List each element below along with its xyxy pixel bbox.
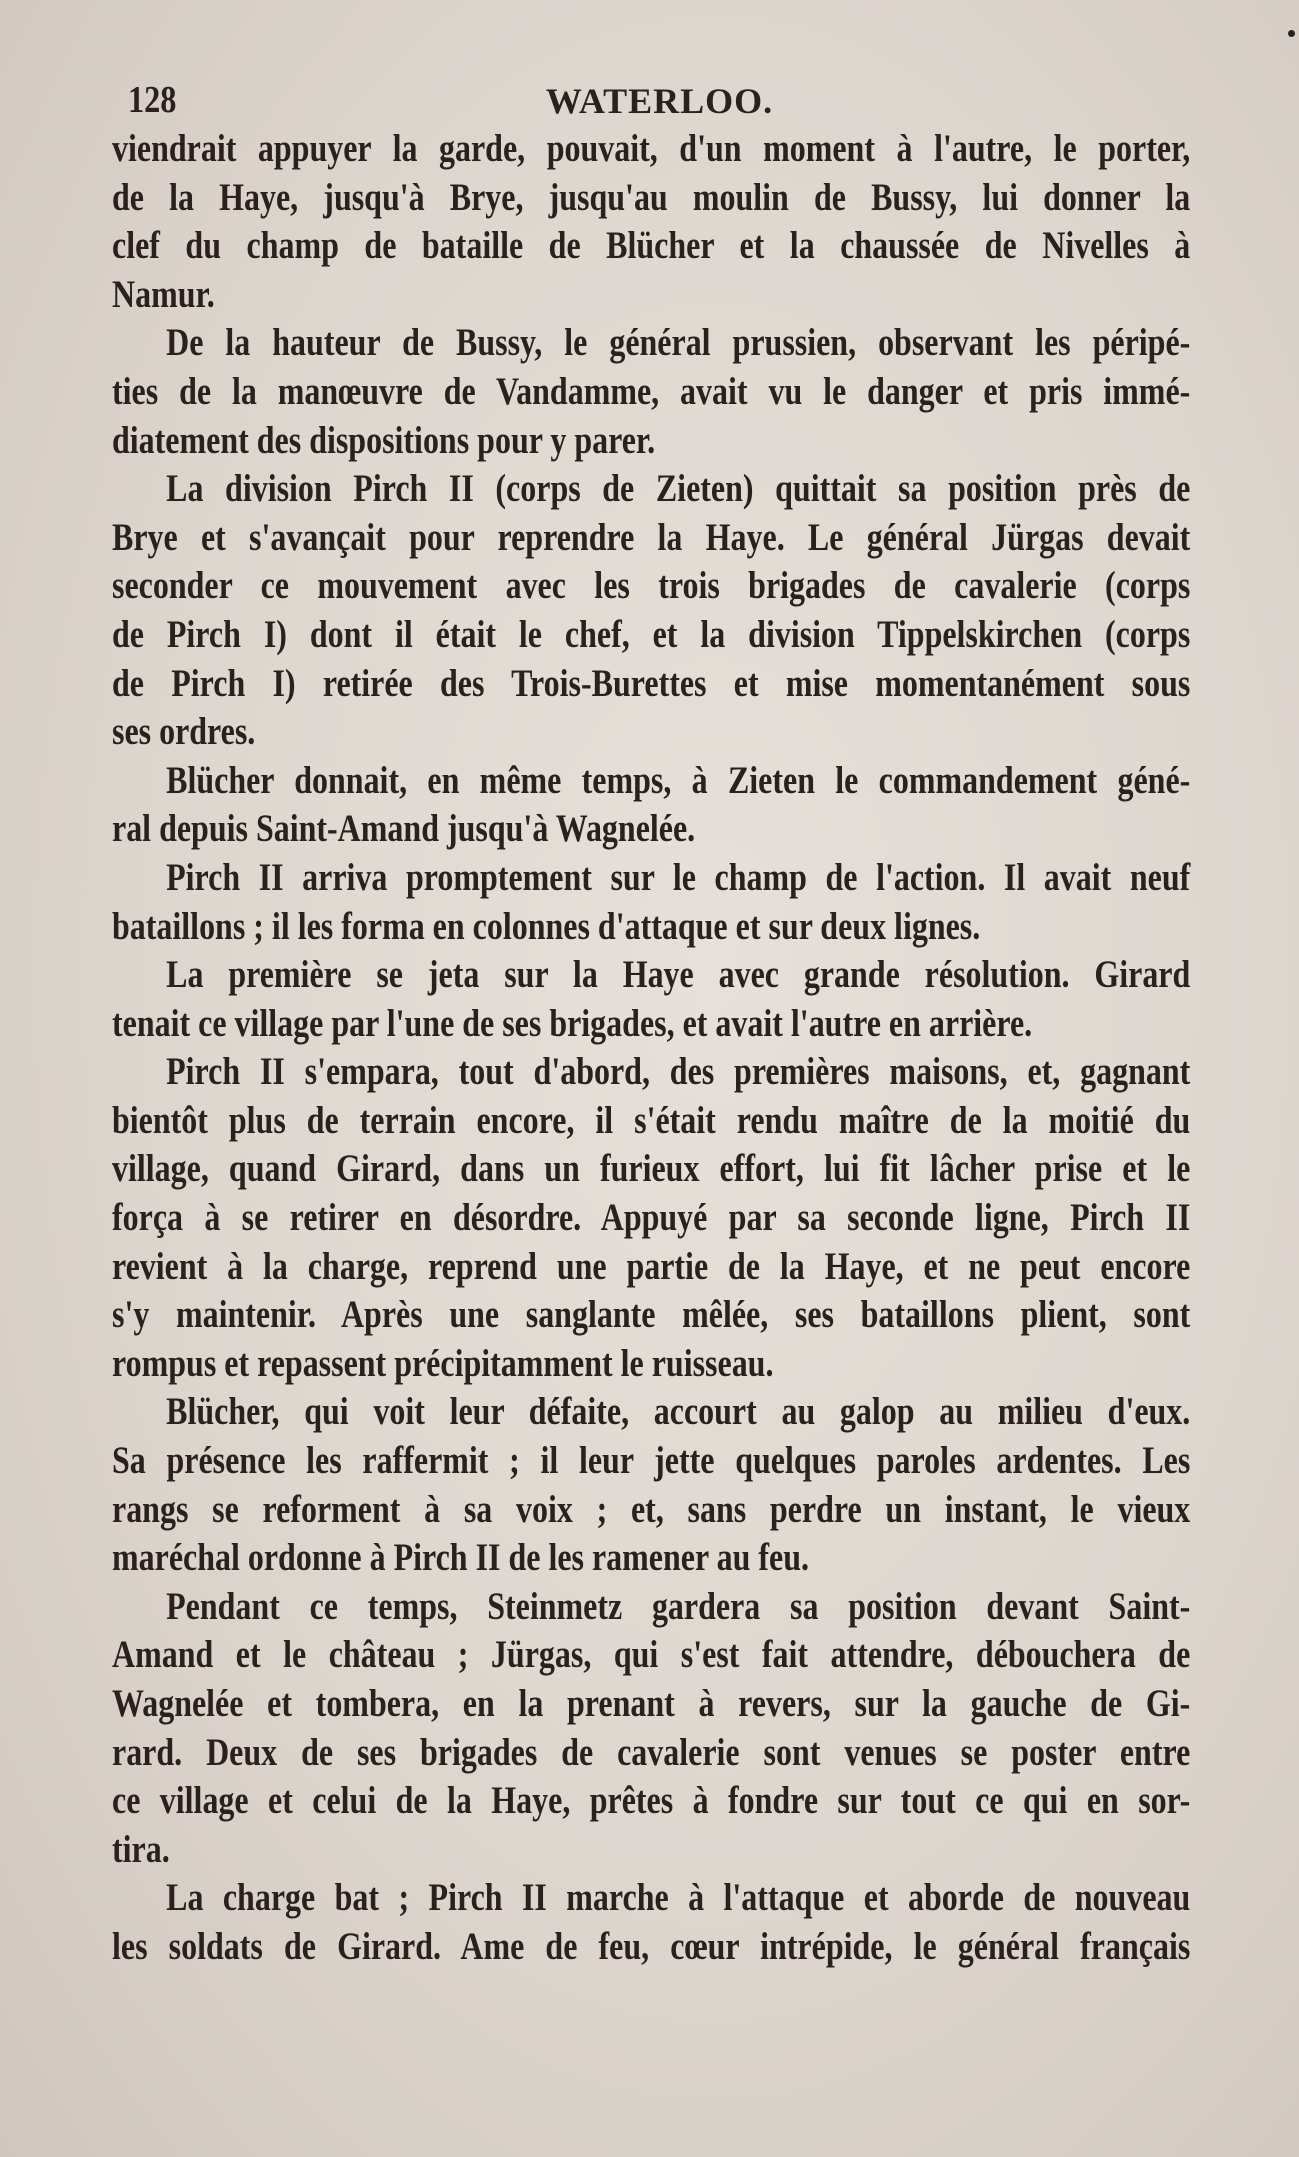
text-line: Amand et le château ; Jürgas, qui s'est fait attendre, débouchera de [112, 1633, 1191, 1677]
scan-speck [1288, 30, 1295, 37]
text-line: Brye et s'avançait pour reprendre la Haye. Le général Jürgas devait [112, 515, 1191, 559]
text-line: Blücher, qui voit leur défaite, accourt au galop au milieu d'eux. [166, 1390, 1191, 1434]
text-line: Pirch II arriva promptement sur le champ de l'action. Il avait neuf [166, 855, 1191, 899]
paragraph [112, 757, 1190, 854]
text-line: seconder ce mouvement avec les trois brigades de cavalerie (corps [112, 564, 1191, 608]
paragraph [112, 465, 1190, 757]
text-line: bientôt plus de terrain encore, il s'était rendu maître de la moitié du [112, 1098, 1191, 1142]
text-line: Blücher donnait, en même temps, à Zieten le commandement géné- [166, 758, 1191, 802]
text-line: les soldats de Girard. Ame de feu, cœur intrépide, le général français [112, 1924, 1191, 1968]
paragraph [112, 1048, 1190, 1388]
text-line: rompus et repassent précipitamment le ruisseau. [112, 1341, 774, 1385]
paragraph [112, 854, 1190, 951]
text-line: Sa présence les raffermit ; il leur jette quelques paroles ardentes. Les [112, 1439, 1191, 1483]
paragraph [112, 1583, 1190, 1875]
text-line: La première se jeta sur la Haye avec grande résolution. Girard [166, 953, 1191, 997]
text-line: Wagnelée et tombera, en la prenant à revers, sur la gauche de Gi- [112, 1682, 1191, 1725]
text-line: ce village et celui de la Haye, prêtes à fondre sur tout ce qui en sor- [112, 1779, 1191, 1823]
text-line: rard. Deux de ses brigades de cavalerie sont venues se poster entre [112, 1730, 1191, 1774]
text-line: De la hauteur de Bussy, le général prussien, observant les péripé- [166, 321, 1191, 365]
text-line: rangs se reforment à sa voix ; et, sans perdre un instant, le vieux [112, 1487, 1191, 1531]
paragraph [112, 125, 1190, 319]
text-line: ral depuis Saint-Amand jusqu'à Wagnelée. [112, 807, 696, 851]
text-line: de la Haye, jusqu'à Brye, jusqu'au moulin de Bussy, lui donner la [112, 175, 1191, 219]
page-number: 128 [128, 79, 177, 121]
text-line: tenait ce village par l'une de ses brigades, et avait l'autre en arrière. [112, 1001, 1033, 1045]
text-line: La charge bat ; Pirch II marche à l'attaque et aborde de nouveau [166, 1876, 1191, 1920]
text-line: força à se retirer en désordre. Appuyé par sa seconde ligne, Pirch II [112, 1196, 1191, 1240]
running-title: WATERLOO. [545, 81, 774, 121]
text-line: diatement des dispositions pour y parer. [112, 418, 656, 462]
text-line: clef du champ de bataille de Blücher et la chaussée de Nivelles à [112, 224, 1191, 268]
text-line: viendrait appuyer la garde, pouvait, d'un moment à l'autre, le porter, [112, 127, 1191, 170]
text-line: revient à la charge, reprend une partie de la Haye, et ne peut encore [112, 1244, 1191, 1288]
text-line: ses ordres. [112, 710, 256, 754]
body-text [112, 125, 1190, 1972]
text-line: s'y maintenir. Après une sanglante mêlée, ses bataillons plient, sont [112, 1293, 1191, 1337]
text-line: bataillons ; il les forma en colonnes d'attaque et sur deux lignes. [112, 904, 981, 948]
text-line: La division Pirch II (corps de Zieten) quittait sa position près de [166, 467, 1191, 511]
paragraph [112, 1388, 1190, 1582]
text-line: ties de la manœuvre de Vandamme, avait vu le danger et pris immé- [112, 369, 1191, 413]
text-line: Pirch II s'empara, tout d'abord, des premières maisons, et, gagnant [166, 1050, 1191, 1094]
paragraph [112, 951, 1190, 1048]
paragraph [112, 1874, 1190, 1971]
text-line: village, quand Girard, dans un furieux effort, lui fit lâcher prise et le [112, 1147, 1191, 1191]
text-line: Pendant ce temps, Steinmetz gardera sa position devant Saint- [166, 1584, 1191, 1628]
text-line: Namur. [112, 272, 215, 316]
text-line: de Pirch I) retirée des Trois-Burettes et mise momentanément sous [112, 661, 1191, 705]
text-line: maréchal ordonne à Pirch II de les ramener au feu. [112, 1536, 809, 1580]
paragraph [112, 319, 1190, 465]
text-line: de Pirch I) dont il était le chef, et la division Tippelskirchen (corps [112, 612, 1191, 656]
text-line: tira. [112, 1827, 170, 1871]
